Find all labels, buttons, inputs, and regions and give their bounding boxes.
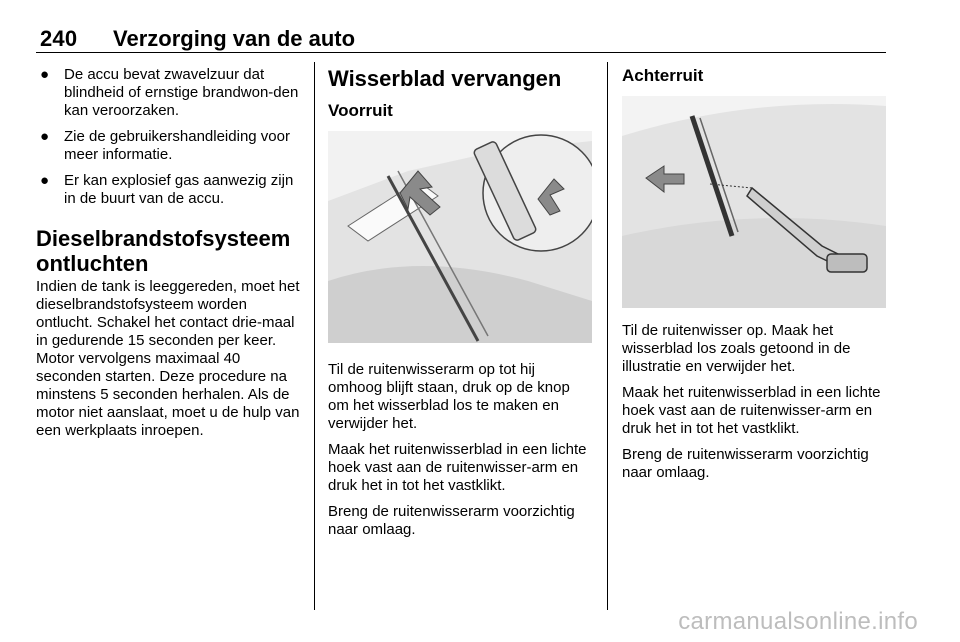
section-title-diesel: Dieselbrandstofsysteem ontluchten xyxy=(36,226,291,276)
paragraph-diesel: Indien de tank is leeggereden, moet het dieselbrandstofsysteem worden ontlucht. Schakel het contact drie-maal in gedurende 15 seconden per keer. Motor vervolgens maximaal 40 seconden starten. Deze procedure na minstens 5 seconden herhalen. Als de motor niet aanslaat, moet u de hulp van een werkplaats inroepen. xyxy=(36,278,300,439)
bullet-icon: ● xyxy=(40,172,50,189)
bullet-icon: ● xyxy=(40,128,50,145)
header-rule xyxy=(36,52,886,53)
list-item: ● Zie de gebruikershandleiding voor meer informatie. xyxy=(40,128,290,163)
warning-list xyxy=(36,66,302,208)
front-wiper-illustration xyxy=(328,131,592,343)
rear-wiper-illustration xyxy=(622,96,886,308)
column-divider-1 xyxy=(314,62,315,610)
paragraph-rear-1: Til de ruitenwisser op. Maak het wisserblad los zoals getoond in de illustratie en verwijder het. xyxy=(622,322,851,375)
list-item: ● De accu bevat zwavelzuur dat blindheid of ernstige brandwon-den kan veroorzaken. xyxy=(40,66,299,119)
paragraph-front-2: Maak het ruitenwisserblad in een lichte hoek vast aan de ruitenwisser-arm en druk het in tot het vastklikt. xyxy=(328,441,587,494)
paragraph-front-3: Breng de ruitenwisserarm voorzichtig naar omlaag. xyxy=(328,503,575,538)
list-item: ● Er kan explosief gas aanwezig zijn in de buurt van de accu. xyxy=(40,172,294,207)
column-3 xyxy=(622,66,886,490)
column-divider-2 xyxy=(607,62,608,610)
section-title-wiper: Wisserblad vervangen xyxy=(328,66,562,91)
page-number: 240 xyxy=(40,26,78,51)
paragraph-front-1: Til de ruitenwisserarm op tot hij omhoog blijft staan, druk op de knop om het wisserblad los te maken en verwijder het. xyxy=(328,361,570,432)
subtitle-front: Voorruit xyxy=(328,101,393,120)
bullet-icon: ● xyxy=(40,66,50,83)
column-1 xyxy=(36,66,302,448)
paragraph-rear-2: Maak het ruitenwisserblad in een lichte hoek vast aan de ruitenwisser-arm en druk het in tot het vastklikt. xyxy=(622,384,881,437)
subtitle-rear: Achterruit xyxy=(622,66,704,85)
paragraph-rear-3: Breng de ruitenwisserarm voorzichtig naar omlaag. xyxy=(622,446,869,481)
column-2 xyxy=(328,66,592,547)
watermark: carmanualsonline.info xyxy=(678,608,918,635)
page-header-title: Verzorging van de auto xyxy=(113,26,356,51)
